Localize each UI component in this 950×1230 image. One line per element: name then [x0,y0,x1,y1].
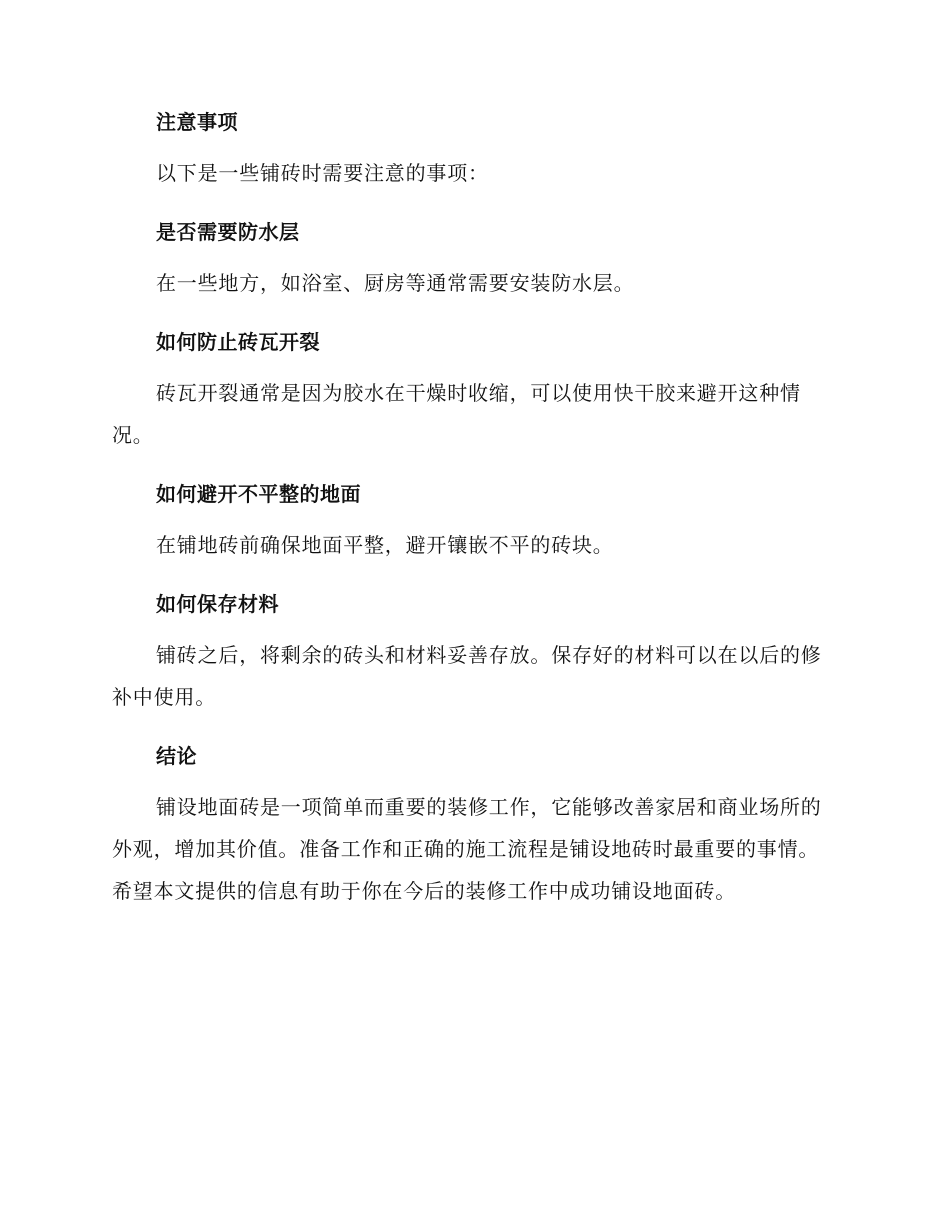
section-paragraph: 在铺地砖前确保地面平整，避开镶嵌不平的砖块。 [156,533,614,557]
section-heading: 如何保存材料 [156,592,279,616]
section-paragraph: 砖瓦开裂通常是因为胶水在干燥时收缩，可以使用快干胶来避开这种情况。 [112,381,801,447]
section-heading: 是否需要防水层 [156,220,300,244]
section-paragraph: 以下是一些铺砖时需要注意的事项： [156,161,489,185]
section-paragraph: 铺设地面砖是一项简单而重要的装修工作，它能够改善家居和商业场所的外观，增加其价值。准备工作和正确的施工流程是铺设地砖时最重要的事情。希望本文提供的信息有助于你在今后的装修工作中成功铺设地面砖。 [112,795,822,903]
section-paragraph: 铺砖之后，将剩余的砖头和材料妥善存放。保存好的材料可以在以后的修补中使用。 [112,643,822,709]
section-heading: 如何避开不平整的地面 [156,482,361,506]
section-heading: 注意事项 [156,110,238,134]
section-heading: 如何防止砖瓦开裂 [156,330,320,354]
section-paragraph: 在一些地方，如浴室、厨房等通常需要安装防水层。 [156,271,635,295]
section-heading: 结论 [156,744,197,768]
document-page [112,108,832,912]
